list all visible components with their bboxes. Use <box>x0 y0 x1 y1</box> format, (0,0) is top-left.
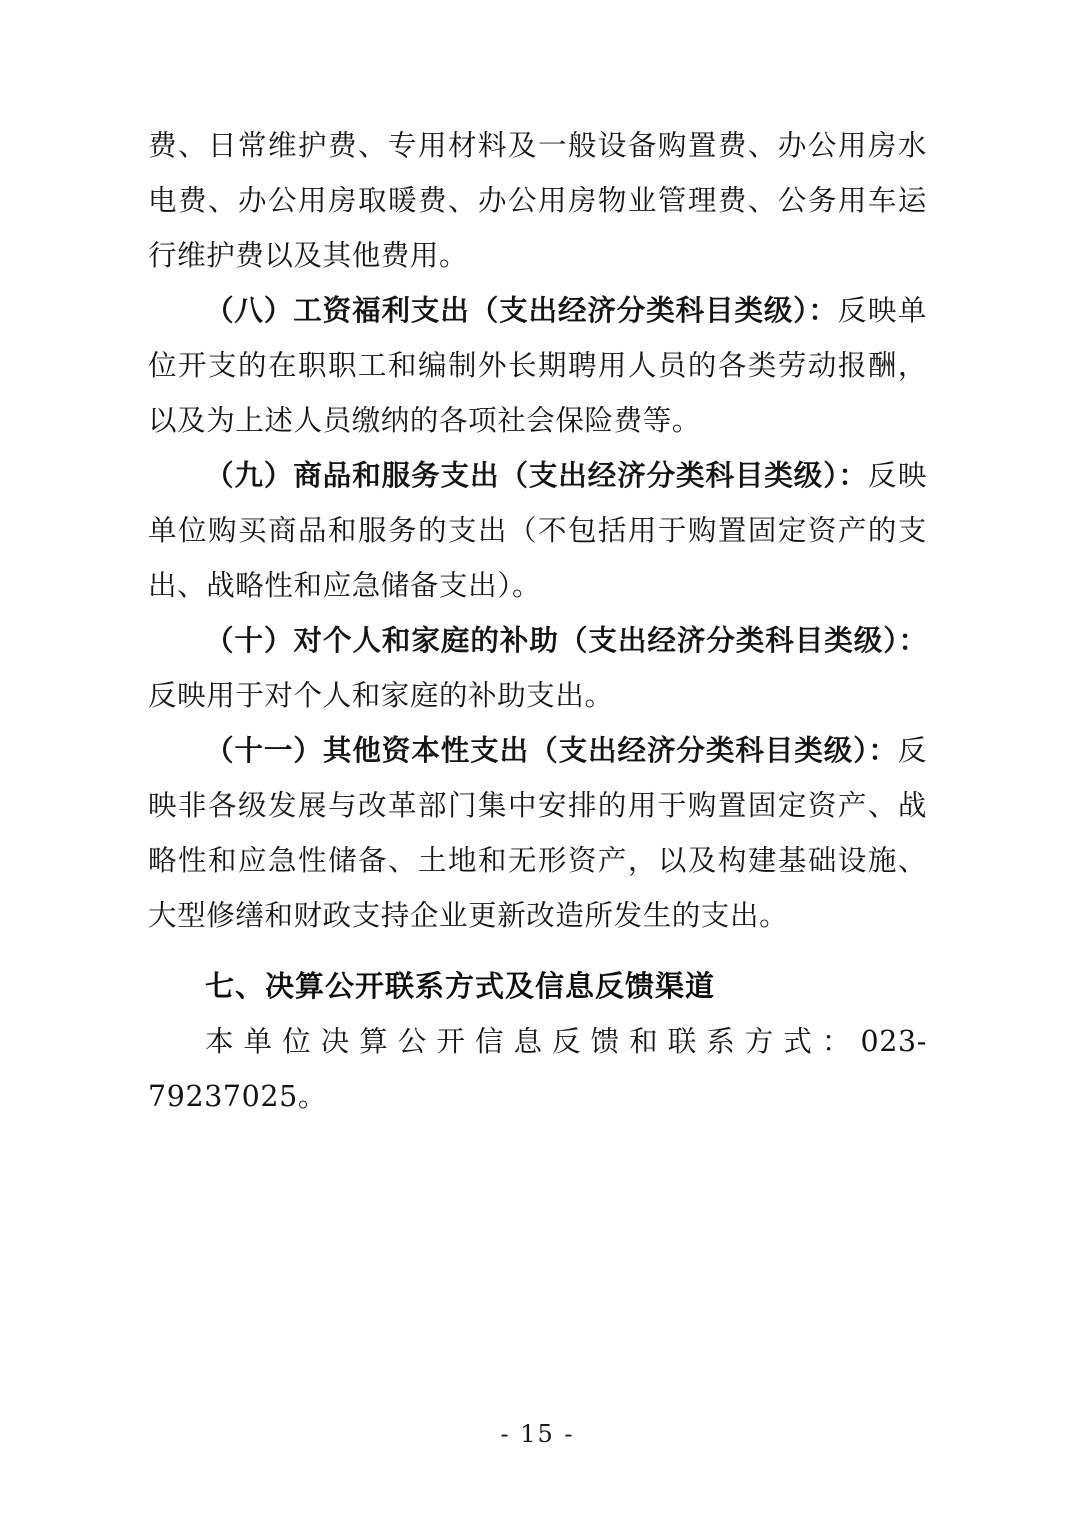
paragraph-lead-label: （八）工资福利支出（支出经济分类科目类级）： <box>205 294 838 327</box>
paragraph-lead-label: （十）对个人和家庭的补助（支出经济分类科目类级）： <box>205 624 927 657</box>
paragraph-text: 反映用于对个人和家庭的补助支出。 <box>148 679 614 712</box>
paragraph-text: 费、日常维护费、专用材料及一般设备购置费、办公用房水电费、办公用房取暖费、办公用房物业管理费、公务用车运行维护费以及其他费用。 <box>148 129 927 272</box>
paragraph-lead-label: （十一）其他资本性支出（支出经济分类科目类级）： <box>205 734 898 767</box>
paragraph-item-nine-goods-services <box>148 448 927 613</box>
paragraph-text: 反映单位开支的在职职工和编制外长期聘用人员的各类劳动报酬，以及为上述人员缴纳的各项社会保险费等。 <box>148 294 927 437</box>
paragraph-text: 反映非各级发展与改革部门集中安排的用于购置固定资产、战略性和应急性储备、土地和无形资产，以及构建基础设施、大型修缮和财政支持企业更新改造所发生的支出。 <box>148 734 927 932</box>
paragraph-contact-info: 本单位决算公开信息反馈和联系方式：023-79237025。 <box>148 1025 927 1113</box>
paragraph-continued-expense-list <box>148 118 927 283</box>
paragraph-lead-label: （九）商品和服务支出（支出经济分类科目类级）： <box>205 459 868 492</box>
paragraph-item-eight-salary-welfare <box>148 283 927 448</box>
paragraph-item-eleven-other-capital <box>148 723 927 943</box>
paragraph-item-ten-subsidy-individual-family <box>148 613 927 723</box>
section-heading-disclosure-contact: 七、决算公开联系方式及信息反馈渠道 <box>205 969 716 1003</box>
page-number-footer: - 15 - <box>500 1420 575 1448</box>
document-body <box>148 118 927 1124</box>
paragraph-text: 反映单位购买商品和服务的支出（不包括用于购置固定资产的支出、战略性和应急储备支出）。 <box>148 459 927 602</box>
